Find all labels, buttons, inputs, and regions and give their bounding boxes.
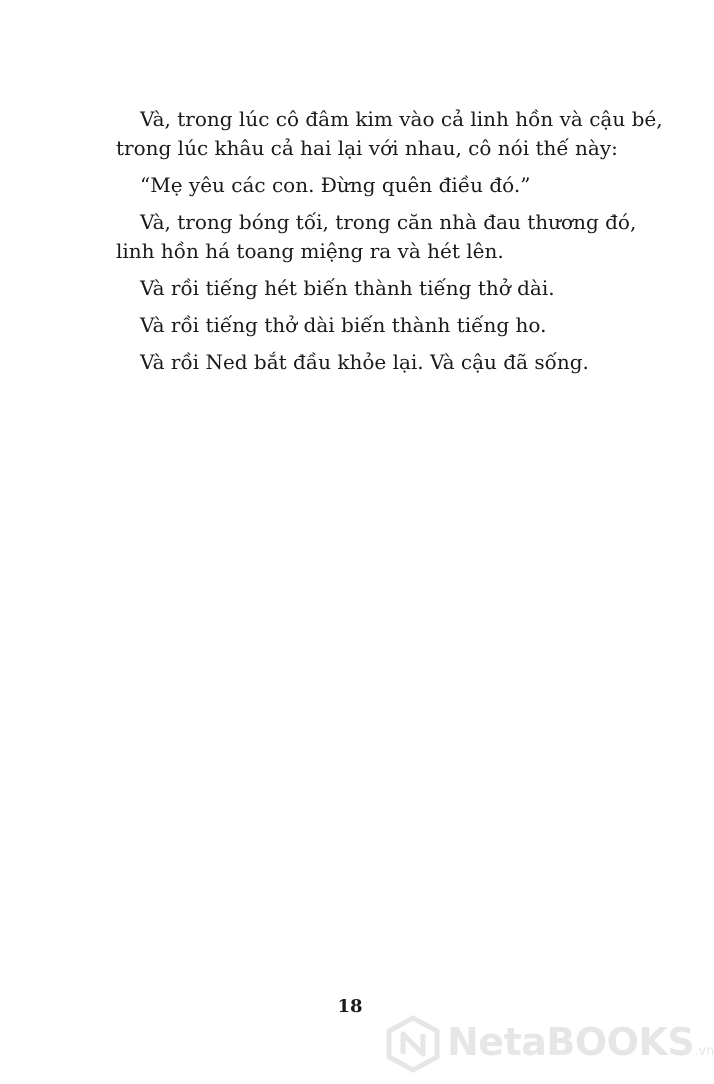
- paragraph: [116, 274, 616, 303]
- watermark-brand: NetaBOOKS: [447, 1020, 695, 1064]
- text-line: “Mẹ yêu các con. Đừng quên điều đó.”: [140, 173, 531, 197]
- text-line: Và rồi tiếng hét biến thành tiếng thở dài.: [140, 276, 555, 300]
- netabooks-logo-icon: [385, 1016, 441, 1072]
- watermark-suffix: .vn: [694, 1044, 714, 1059]
- page-number: 18: [337, 996, 363, 1017]
- page-body-text: [116, 105, 663, 385]
- paragraph: [116, 311, 616, 340]
- text-line: linh hồn há toang miệng ra và hét lên.: [116, 239, 504, 263]
- paragraph: [116, 171, 616, 200]
- paragraph: [116, 208, 637, 266]
- text-line: trong lúc khâu cả hai lại với nhau, cô nói thế này:: [116, 136, 618, 160]
- paragraph: [116, 105, 663, 163]
- text-line: Và, trong lúc cô đâm kim vào cả linh hồn và cậu bé,: [140, 107, 663, 131]
- watermark: [385, 1012, 714, 1076]
- text-line: Và rồi Ned bắt đầu khỏe lại. Và cậu đã sống.: [140, 350, 589, 374]
- paragraph: [116, 348, 616, 377]
- text-line: Và, trong bóng tối, trong căn nhà đau thương đó,: [140, 210, 637, 234]
- watermark-brand-text: [447, 1020, 714, 1064]
- text-line: Và rồi tiếng thở dài biến thành tiếng ho.: [140, 313, 547, 337]
